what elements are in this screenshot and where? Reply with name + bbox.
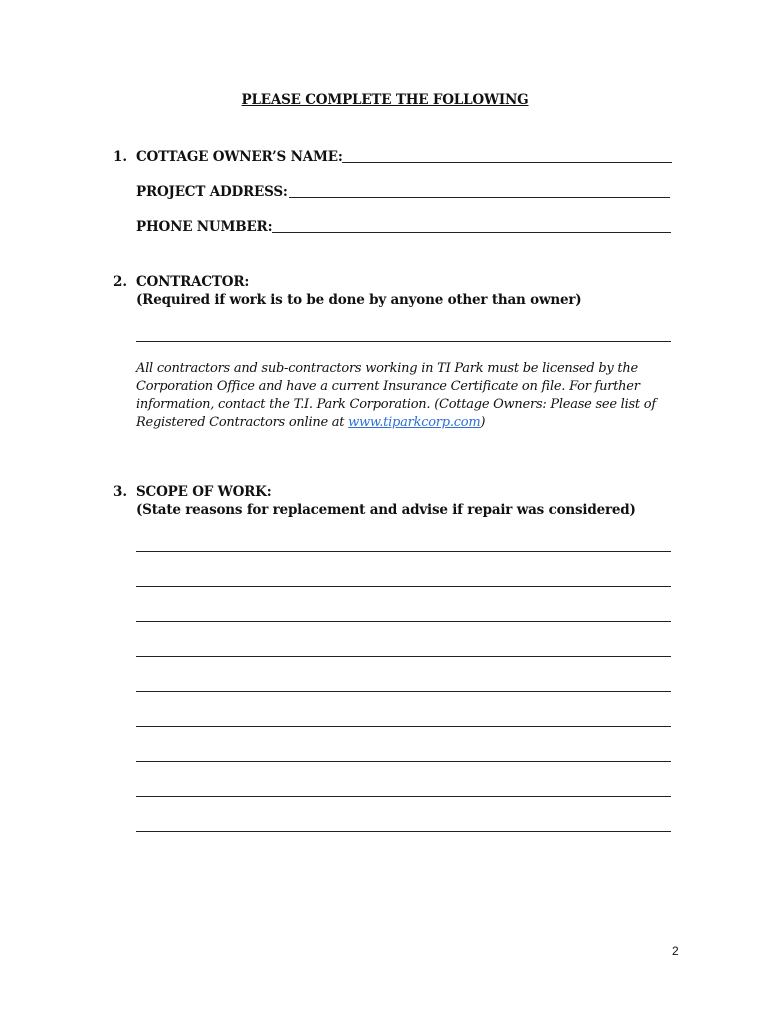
contractor-note	[136, 360, 656, 432]
phone-number-field[interactable]	[272, 216, 671, 233]
project-address-label: PROJECT ADDRESS:	[136, 184, 288, 200]
scope-line-5[interactable]	[136, 675, 671, 692]
section-1-number: 1.	[113, 149, 128, 165]
page-title: PLEASE COMPLETE THE FOLLOWING	[241, 92, 529, 108]
contractor-note-text: All contractors and sub-contractors working in TI Park must be licensed by the Corporation Office and have a current Insurance Certificate on file. For further information, contact the T.I. Park Corporation. (Cottage Owners: Please see list of Registered Contractors online at	[136, 361, 656, 430]
contractor-label: CONTRACTOR:	[136, 274, 250, 290]
contractor-field[interactable]	[136, 325, 671, 342]
scope-line-2[interactable]	[136, 570, 671, 587]
scope-line-8[interactable]	[136, 780, 671, 797]
scope-of-work-sublabel: (State reasons for replacement and advise if repair was considered)	[136, 502, 636, 518]
section-2-number: 2.	[113, 274, 128, 290]
phone-number-label: PHONE NUMBER:	[136, 219, 273, 235]
section-3-number: 3.	[113, 484, 128, 500]
scope-line-4[interactable]	[136, 640, 671, 657]
owner-name-label: COTTAGE OWNER’S NAME:	[136, 149, 343, 165]
scope-line-6[interactable]	[136, 710, 671, 727]
project-address-field[interactable]	[289, 181, 670, 198]
scope-line-1[interactable]	[136, 535, 671, 552]
tiparkcorp-link[interactable]: www.tiparkcorp.com	[348, 415, 481, 430]
owner-name-field[interactable]	[342, 146, 672, 163]
scope-line-9[interactable]	[136, 815, 671, 832]
scope-line-7[interactable]	[136, 745, 671, 762]
scope-of-work-label: SCOPE OF WORK:	[136, 484, 272, 500]
page-number: 2	[672, 944, 679, 958]
contractor-note-close: )	[480, 415, 486, 430]
contractor-sublabel: (Required if work is to be done by anyone other than owner)	[136, 292, 582, 308]
scope-line-3[interactable]	[136, 605, 671, 622]
